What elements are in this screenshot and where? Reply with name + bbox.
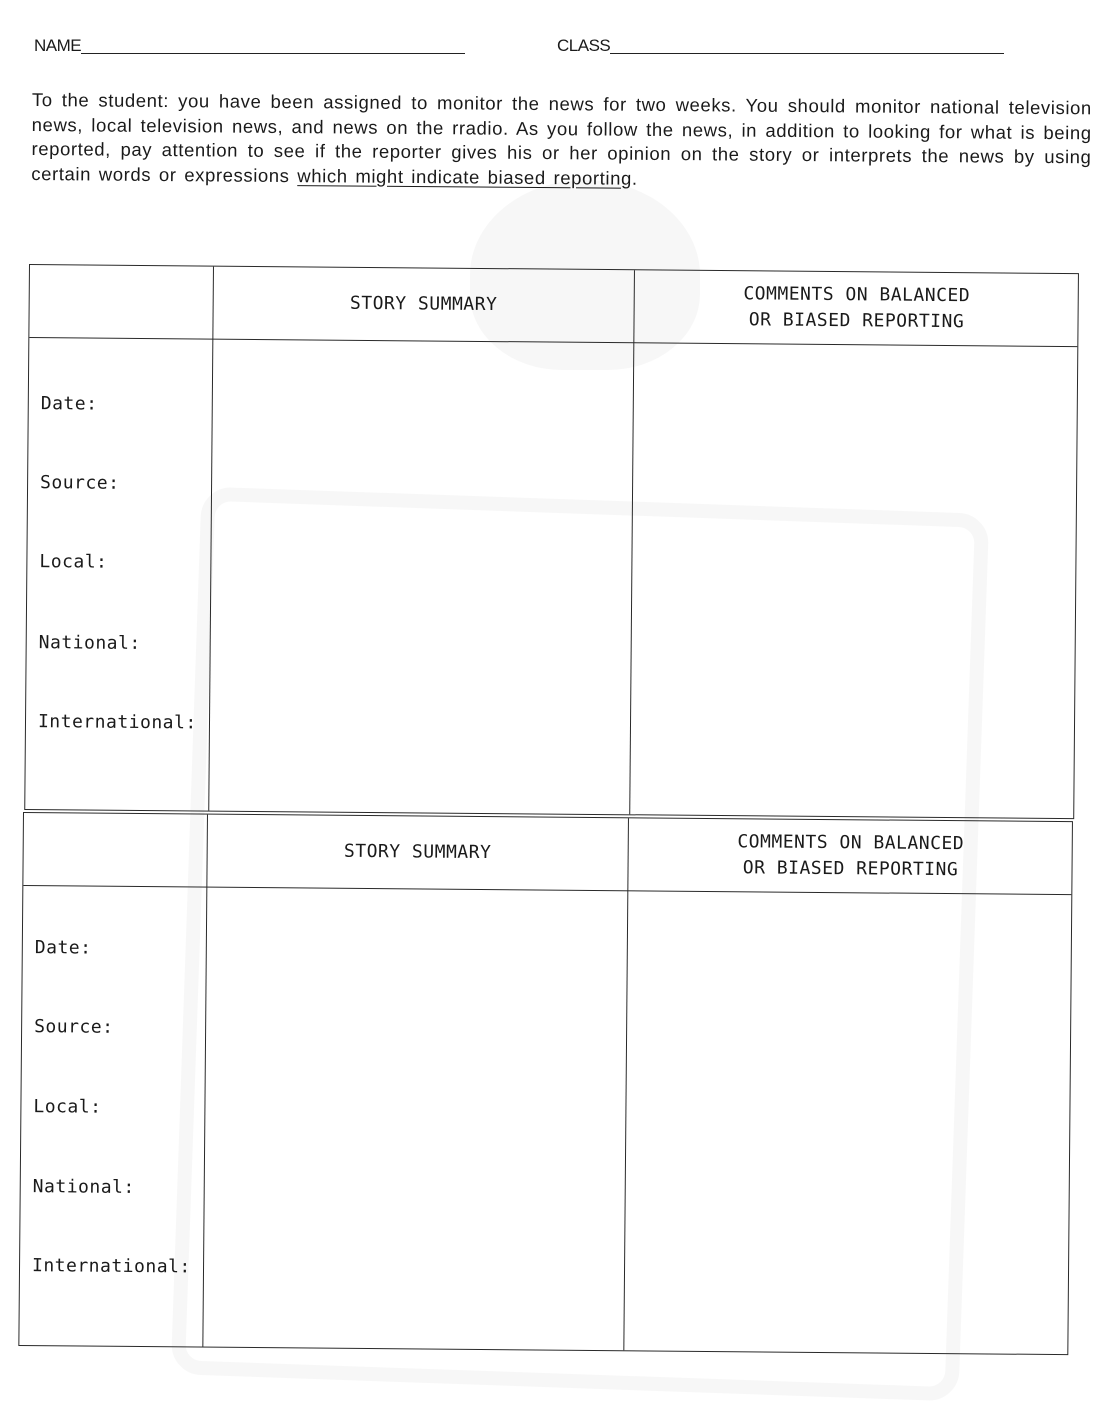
- story-summary-header: [213, 267, 634, 343]
- source-label: Source:: [34, 1016, 114, 1038]
- column-divider: [623, 818, 629, 1350]
- date-label: Date:: [40, 393, 98, 415]
- story-summary-header-label: STORY SUMMARY: [343, 840, 492, 864]
- instructions-end: .: [631, 167, 638, 189]
- national-label: National:: [32, 1176, 135, 1198]
- local-label: Local:: [33, 1096, 102, 1118]
- date-label: Date:: [34, 937, 92, 959]
- instructions-text: To the student: you have been assigned to monitor the news for two weeks. You should monitor national television news, local television news, and news on the rradio. As you follow the news, in addition to looking for what is being reported, pay attention to see if the reporter gives his or her opinion on the story or interprets the news by using certain words or expressions: [31, 88, 1092, 186]
- name-field[interactable]: [34, 36, 81, 56]
- comments-header-line2: OR BIASED REPORTING: [748, 309, 965, 333]
- news-log-table-2: [18, 812, 1073, 1355]
- comments-header: [635, 270, 1078, 346]
- comments-header: [629, 818, 1072, 894]
- name-input-line[interactable]: [81, 53, 465, 54]
- class-field[interactable]: [557, 36, 610, 56]
- story-summary-header: [207, 815, 628, 891]
- name-label: NAME: [34, 36, 82, 55]
- instructions-underlined: which might indicate biased reporting: [297, 164, 633, 189]
- story-summary-header-label: STORY SUMMARY: [349, 292, 498, 316]
- comments-header-line2: OR BIASED REPORTING: [742, 857, 959, 881]
- international-label: International:: [37, 711, 197, 734]
- comments-header-line1: COMMENTS ON BALANCED: [743, 283, 971, 307]
- source-label: Source:: [40, 472, 120, 494]
- column-divider: [208, 267, 214, 811]
- column-divider: [202, 815, 208, 1347]
- column-divider: [629, 270, 635, 814]
- international-label: International:: [31, 1255, 191, 1278]
- instructions-paragraph: [31, 88, 1092, 194]
- local-label: Local:: [39, 551, 108, 573]
- national-label: National:: [38, 632, 141, 654]
- comments-header-line1: COMMENTS ON BALANCED: [737, 831, 965, 855]
- class-label: CLASS: [557, 36, 611, 55]
- class-input-line[interactable]: [610, 53, 1004, 54]
- news-log-table-1: [24, 264, 1079, 819]
